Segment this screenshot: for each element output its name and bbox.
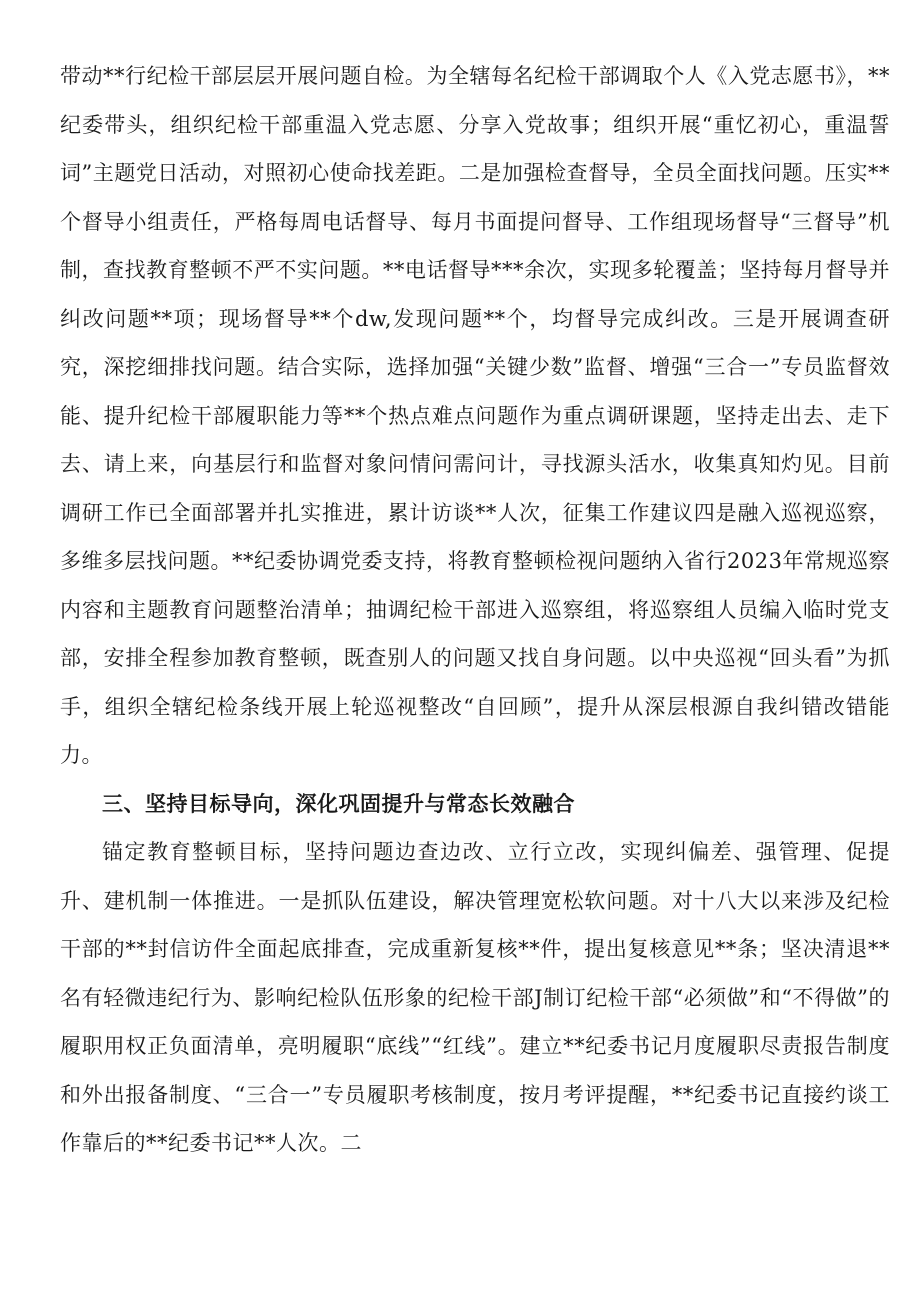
body-paragraph: 锚定教育整顿目标，坚持问题边查边改、立行立改，实现纠偏差、强管理、促提升、建机制一体推进。一是抓队伍建设，解决管理宽松软问题。对十八大以来涉及纪检干部的**封信访件全面起底排查，完成重新复核**件，提出复核意见**条；坚决清退**名有轻微违纪行为、影响纪检队伍形象的纪检干部J制订纪检干部“必须做”和“不得做”的履职用权正负面清单，亮明履职“底线”“红线”。建立**纪委书记月度履职尽责报告制度和外出报备制度、“三合一”专员履职考核制度，按月考评提醒，**纪委书记直接约谈工作靠后的**纪委书记**人次。二 — [60, 840, 890, 1155]
section-heading-3: 三、坚持目标导向，深化巩固提升与常态长效融合 — [102, 791, 575, 816]
document-body — [60, 52, 890, 1168]
body-paragraph-continuation: 带动**行纪检干部层层开展问题自检。为全辖每名纪检干部调取个人《入党志愿书》，**纪委带头，组织纪检干部重温入党志愿、分享入党故事；组织开展“重忆初心，重温誓词”主题党日活动，对照初心使命找差距。二是加强检查督导，全员全面找问题。压实**个督导小组责任，严格每周电话督导、每月书面提问督导、工作组现场督导“三督导”机制，查找教育整顿不严不实问题。**电话督导***余次，实现多轮覆盖；坚持每月督导并纠改问题**项；现场督导**个dw,发现问题**个，均督导完成纠改。三是开展调查研究，深挖细排找问题。结合实际，选择加强“关键少数”监督、增强“三合一”专员监督效能、提升纪检干部履职能力等**个热点难点问题作为重点调研课题，坚持走出去、走下去、请上来，向基层行和监督对象问情问需问计，寻找源头活水，收集真知灼见。目前调研工作已全面部署并扎实推进，累计访谈**人次，征集工作建议四是融入巡视巡察，多维多层找问题。**纪委协调党委支持，将教育整顿检视问题纳入省行2023年常规巡察内容和主题教育问题整治清单；抽调纪检干部进入巡察组，将巡察组人员编入临时党支部，安排全程参加教育整顿，既查别人的问题又找自身问题。以中央巡视“回头看”为抓手，组织全辖纪检条线开展上轮巡视整改“自回顾”，提升从深层根源自我纠错改错能力。 — [60, 64, 890, 767]
